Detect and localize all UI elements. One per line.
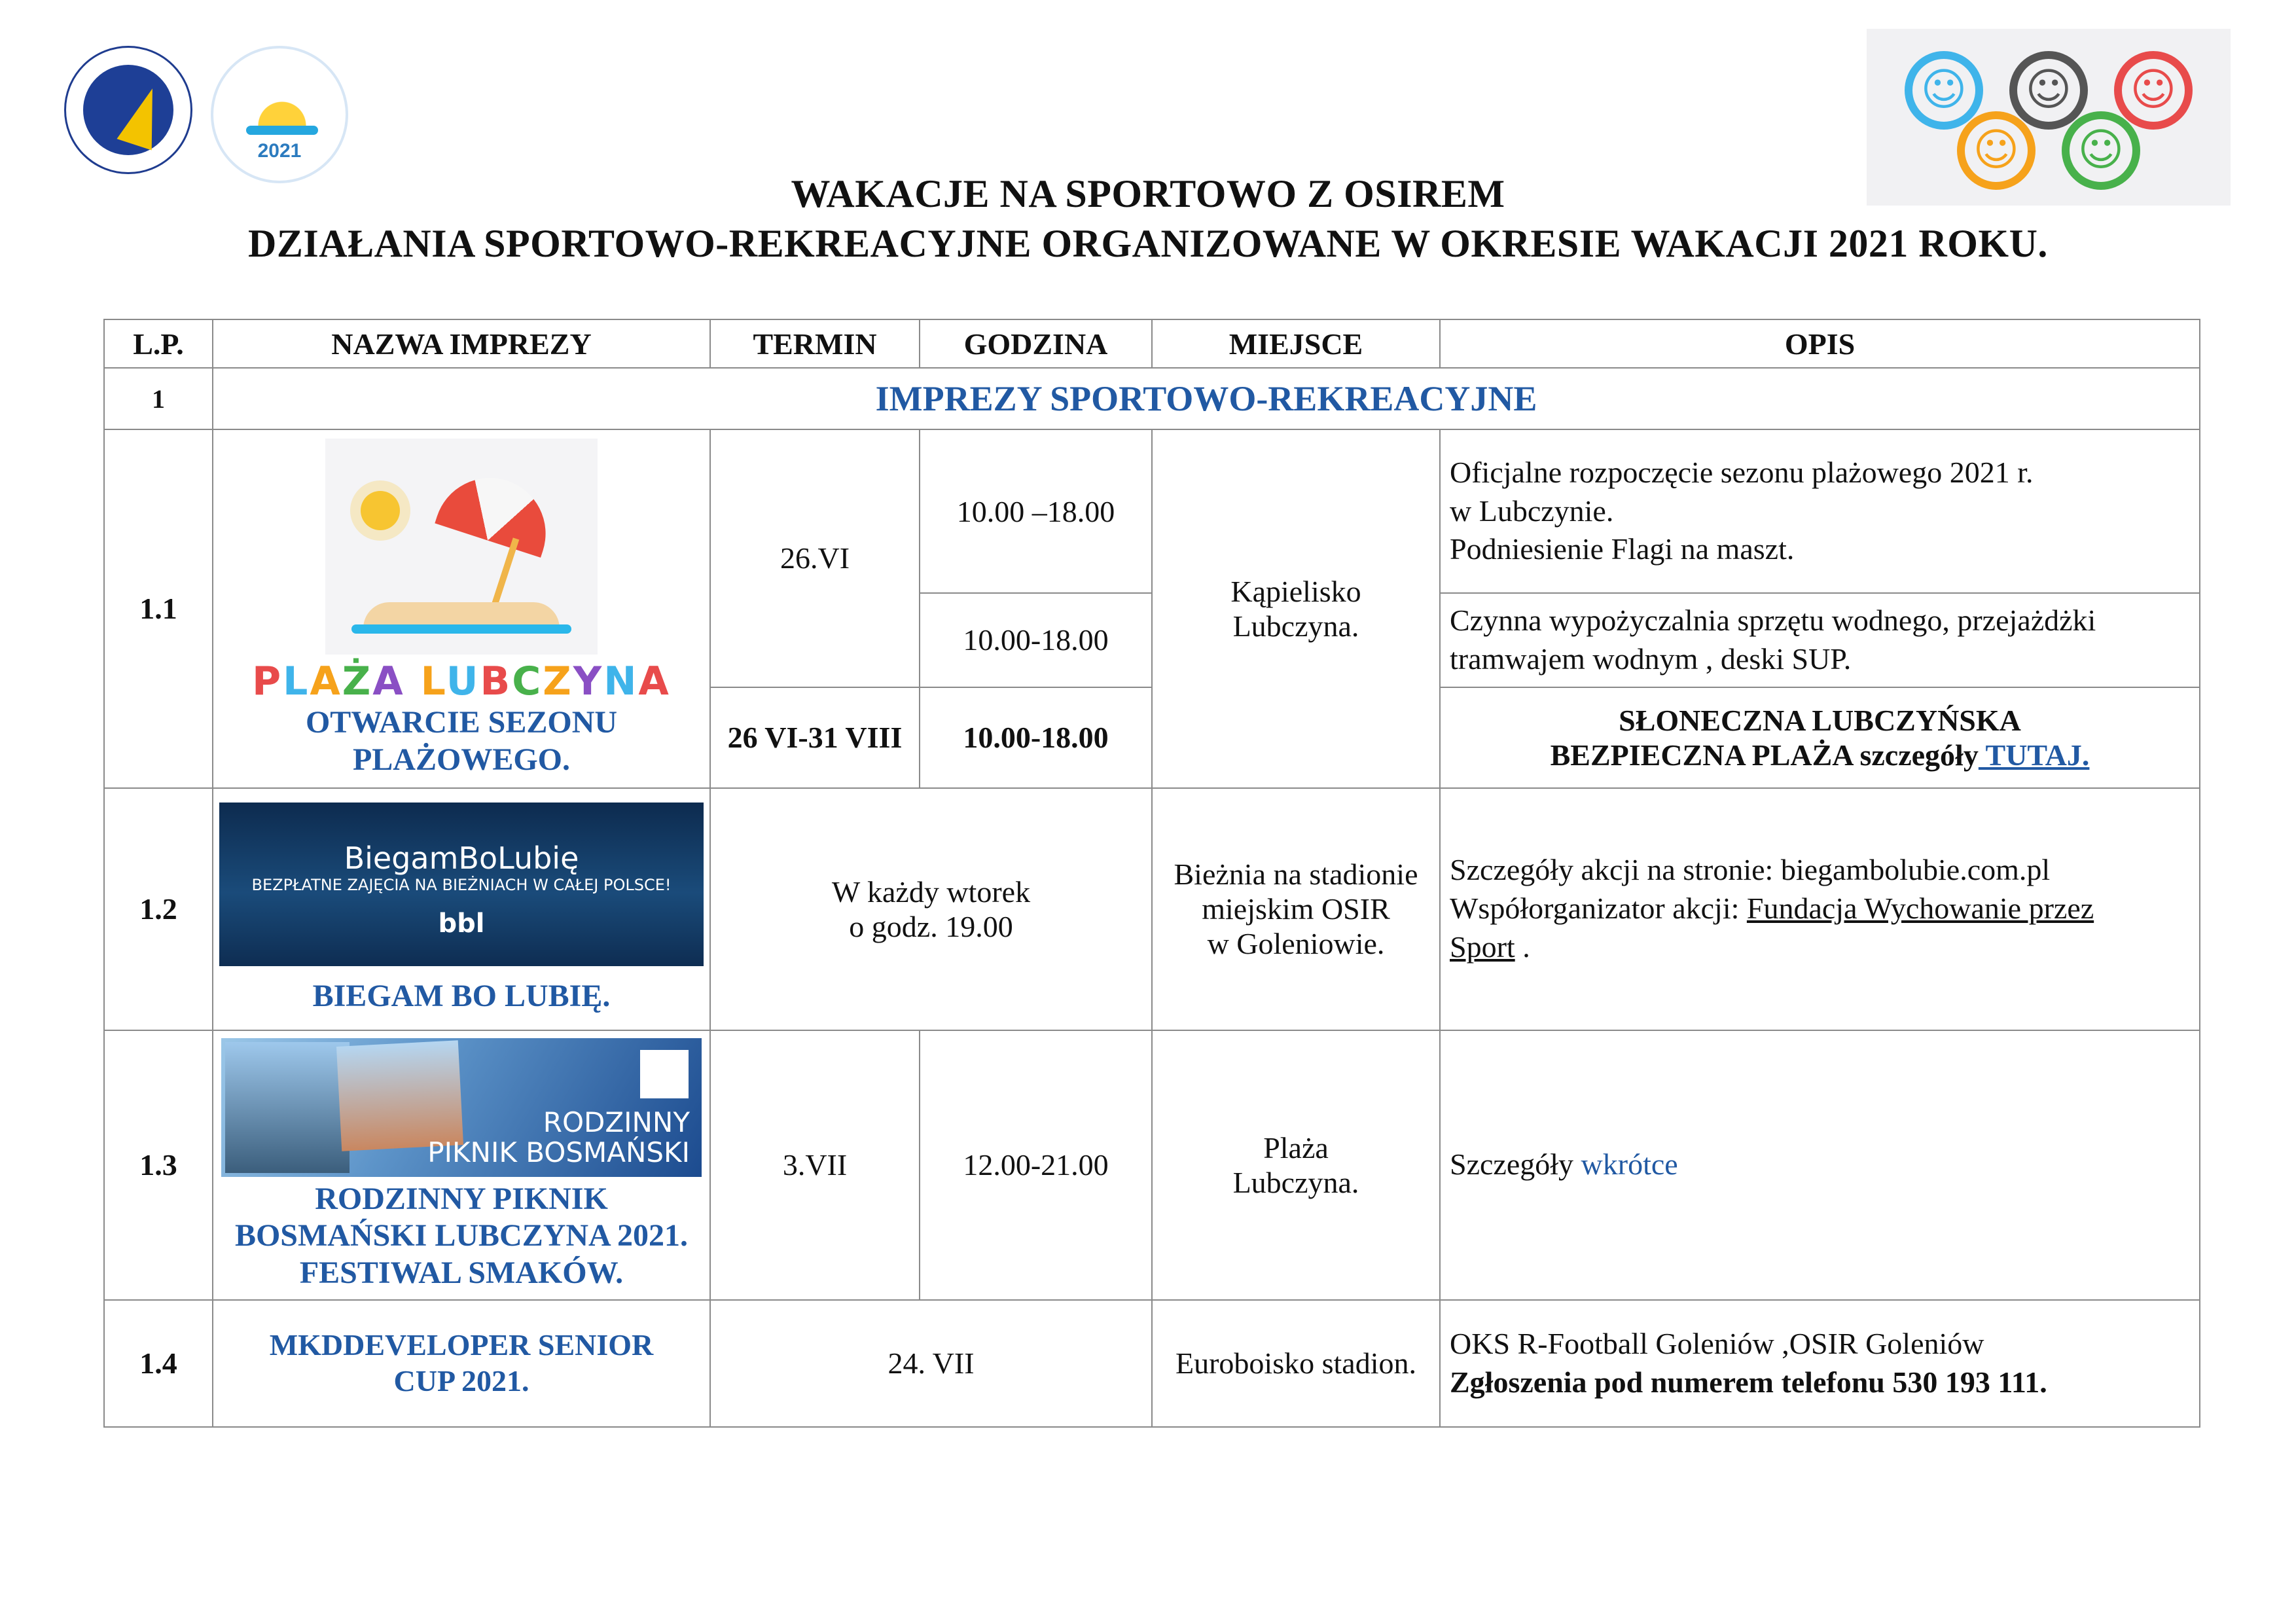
banner-subtitle: BEZPŁATNE ZAJĘCIA NA BIEŻNIACH W CAŁEJ POLSCE! <box>251 876 672 895</box>
piknik-bosmanski-banner <box>221 1038 702 1177</box>
wakacje-logo-year: 2021 <box>257 140 302 162</box>
miejsce-line: Lubczyna. <box>1232 609 1359 643</box>
miejsce-cell <box>1152 788 1440 1030</box>
opis-line: Oficjalne rozpoczęcie sezonu plażowego 2021 r. <box>1450 455 2034 489</box>
event-cell <box>213 429 710 788</box>
wkrotce-link[interactable]: wkrótce <box>1581 1147 1678 1182</box>
event-name-line: CUP 2021. <box>393 1363 529 1398</box>
beach-umbrella-icon <box>435 463 560 558</box>
opis-line <box>1450 928 2190 967</box>
miejsce-line: Kąpielisko <box>1230 574 1361 608</box>
opis-text: BEZPIECZNA PLAŻA szczegóły <box>1550 738 1979 772</box>
smiley-green-icon: ☺ <box>2062 111 2140 190</box>
osir-logo <box>64 46 192 174</box>
opis-line: w Lubczynie. <box>1450 494 1614 528</box>
event-name <box>213 1300 710 1427</box>
smiley-blue-icon: ☺ <box>1905 51 1983 130</box>
sailboat-photo <box>225 1042 350 1173</box>
column-header-termin: TERMIN <box>710 319 920 368</box>
opis-line <box>1441 738 2199 772</box>
smiley-yellow-icon: ☺ <box>1957 111 2036 190</box>
tutaj-link[interactable]: TUTAJ. <box>1978 738 2090 772</box>
miejsce-cell <box>1152 429 1440 788</box>
opis-cell <box>1440 593 2200 687</box>
godzina-cell: 12.00-21.00 <box>920 1030 1152 1300</box>
column-header-godzina: GODZINA <box>920 319 1152 368</box>
sun-icon <box>361 491 400 530</box>
banner-title: BiegamBoLubię <box>344 840 579 876</box>
miejsce-line: Bieżnia na stadionie <box>1174 857 1418 892</box>
godzina-cell: 10.00-18.00 <box>920 593 1152 687</box>
opis-line: Szczegóły akcji na stronie: biegambolubie.com.pl <box>1450 853 2051 887</box>
column-header-miejsce: MIEJSCE <box>1152 319 1440 368</box>
smiley-black-icon: ☺ <box>2009 51 2088 130</box>
opis-line: OKS R-Football Goleniów ,OSIR Goleniów <box>1450 1326 1984 1360</box>
section-lp: 1 <box>104 368 213 429</box>
opis-cell <box>1440 687 2200 788</box>
opis-line <box>1450 890 2190 928</box>
page-subtitle: DZIAŁANIA SPORTOWO-REKREACYJNE ORGANIZOWANE W OKRESIE WAKACJI 2021 ROKU. <box>248 222 2048 265</box>
opis-text: . <box>1515 930 1530 964</box>
event-name-line: BOSMAŃSKI LUBCZYNA 2021. <box>234 1218 689 1254</box>
miejsce-cell <box>1152 1030 1440 1300</box>
termin-cell: 24. VII <box>710 1300 1152 1427</box>
event-name-line: PLAŻOWEGO. <box>352 742 571 777</box>
row-lp: 1.2 <box>104 788 213 1030</box>
smiley-red-icon: ☺ <box>2114 51 2193 130</box>
event-cell <box>213 788 710 1030</box>
water-wave-icon <box>351 624 571 634</box>
bbl-logo-text: bbl <box>438 909 485 939</box>
banner-text: RODZINNY <box>543 1106 690 1138</box>
termin-cell <box>710 788 1152 1030</box>
column-header-name: NAZWA IMPREZY <box>213 319 710 368</box>
table-row <box>104 1300 2200 1427</box>
event-name: BIEGAM BO LUBIĘ. <box>312 979 611 1014</box>
event-name-line: RODZINNY PIKNIK <box>315 1181 608 1216</box>
miejsce-line: Plaża <box>1263 1130 1329 1164</box>
events-table <box>103 319 2200 1428</box>
opis-text: Współorganizator akcji: <box>1450 892 1747 926</box>
termin-cell: 26 VI-31 VIII <box>710 687 920 788</box>
table-row <box>104 1030 2200 1300</box>
plaza-lubczyna-image <box>325 439 598 655</box>
termin-cell: 3.VII <box>710 1030 920 1300</box>
event-name-line: OTWARCIE SEZONU <box>305 705 618 740</box>
column-header-opis: OPIS <box>1440 319 2200 368</box>
event-name <box>213 1181 709 1292</box>
termin-line: o godz. 19.00 <box>849 909 1013 943</box>
fundacja-link[interactable]: Sport <box>1450 930 1515 964</box>
event-name <box>213 704 709 778</box>
section-row <box>104 368 2200 429</box>
column-header-lp: L.P. <box>104 319 213 368</box>
row-lp: 1.4 <box>104 1300 213 1427</box>
godzina-cell: 10.00 –18.00 <box>920 429 1152 593</box>
opis-text: Szczegóły <box>1450 1147 1581 1182</box>
miejsce-line: w Goleniowie. <box>1207 927 1385 961</box>
row-lp: 1.3 <box>104 1030 213 1300</box>
event-cell <box>213 1030 710 1300</box>
smaki-logo-icon <box>640 1050 689 1098</box>
row-lp: 1.1 <box>104 429 213 788</box>
plaza-lubczyna-logo-text: PLAŻA LUBCZYNA <box>252 659 671 705</box>
table-row <box>104 788 2200 1030</box>
beach-photo <box>336 1040 463 1151</box>
opis-cell <box>1440 788 2200 1030</box>
miejsce-cell: Euroboisko stadion. <box>1152 1300 1440 1427</box>
biegam-bo-lubie-banner <box>219 803 704 966</box>
termin-line: W każdy wtorek <box>831 875 1031 909</box>
opis-cell <box>1440 1300 2200 1427</box>
opis-line: Czynna wypożyczalnia sprzętu wodnego, przejażdżki <box>1450 604 2096 637</box>
miejsce-line: miejskim OSIR <box>1202 892 1390 926</box>
sun-icon <box>254 86 310 126</box>
opis-line: Zgłoszenia pod numerem telefonu 530 193 111. <box>1450 1365 2047 1399</box>
section-title: IMPREZY SPORTOWO-REKREACYJNE <box>213 368 2200 429</box>
miejsce-line: Lubczyna. <box>1232 1165 1359 1199</box>
godzina-cell: 10.00-18.00 <box>920 687 1152 788</box>
opis-cell <box>1440 429 2200 593</box>
opis-line: tramwajem wodnym , deski SUP. <box>1450 641 1852 676</box>
page-title: WAKACJE NA SPORTOWO Z OSIREM <box>791 172 1505 215</box>
wave-icon <box>246 126 318 135</box>
opis-line: SŁONECZNA LUBCZYŃSKA <box>1619 703 2021 737</box>
banner-text: PIKNIK BOSMAŃSKI <box>427 1136 690 1168</box>
opis-line: Podniesienie Flagi na maszt. <box>1450 532 1795 566</box>
opis-cell <box>1440 1030 2200 1300</box>
event-name-line: FESTIWAL SMAKÓW. <box>299 1255 624 1291</box>
termin-cell: 26.VI <box>710 429 920 687</box>
table-header-row <box>104 319 2200 368</box>
fundacja-link[interactable]: Fundacja Wychowanie przez <box>1746 892 2094 926</box>
event-name-line: MKDDEVELOPER SENIOR <box>269 1328 654 1362</box>
table-row <box>104 429 2200 593</box>
wakacje-logo <box>211 46 348 183</box>
